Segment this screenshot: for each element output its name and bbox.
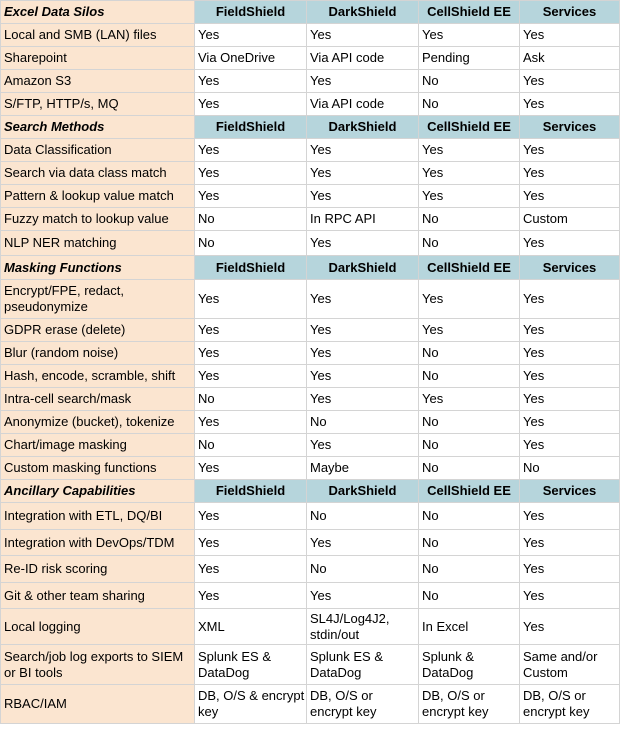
row-label: GDPR erase (delete) bbox=[1, 319, 195, 342]
table-row bbox=[1, 645, 620, 685]
table-cell: In Excel bbox=[419, 609, 520, 645]
table-cell: Yes bbox=[520, 24, 620, 47]
section-title-ancillary-capabilities: Ancillary Capabilities bbox=[1, 480, 195, 503]
table-row bbox=[1, 365, 620, 388]
table-cell: Yes bbox=[195, 162, 307, 185]
table-cell: Splunk & DataDog bbox=[419, 645, 520, 685]
table-row bbox=[1, 24, 620, 47]
table-cell: Yes bbox=[419, 185, 520, 208]
table-row bbox=[1, 70, 620, 93]
table-cell: XML bbox=[195, 609, 307, 645]
table-row bbox=[1, 530, 620, 556]
table-cell: No bbox=[419, 503, 520, 530]
table-cell: Yes bbox=[307, 365, 419, 388]
table-cell: Same and/or Custom bbox=[520, 645, 620, 685]
column-header: FieldShield bbox=[195, 256, 307, 280]
table-cell: Yes bbox=[520, 609, 620, 645]
table-cell: No bbox=[195, 208, 307, 231]
table-cell: Yes bbox=[520, 162, 620, 185]
table-row bbox=[1, 139, 620, 162]
row-label: Fuzzy match to lookup value bbox=[1, 208, 195, 231]
column-header: Services bbox=[520, 1, 620, 24]
table-cell: Yes bbox=[520, 556, 620, 583]
table-cell: DB, O/S & encrypt key bbox=[195, 685, 307, 724]
table-cell: Yes bbox=[307, 70, 419, 93]
table-row bbox=[1, 162, 620, 185]
table-row bbox=[1, 503, 620, 530]
table-cell: No bbox=[307, 411, 419, 434]
section-header-row bbox=[1, 256, 620, 280]
table-cell: Yes bbox=[195, 24, 307, 47]
row-label: Sharepoint bbox=[1, 47, 195, 70]
table-cell: Yes bbox=[520, 530, 620, 556]
table-cell: No bbox=[419, 583, 520, 609]
table-cell: No bbox=[419, 70, 520, 93]
row-label: Amazon S3 bbox=[1, 70, 195, 93]
row-label: Blur (random noise) bbox=[1, 342, 195, 365]
comparison-table-body bbox=[1, 1, 620, 724]
table-cell: No bbox=[195, 434, 307, 457]
table-cell: No bbox=[520, 457, 620, 480]
column-header: Services bbox=[520, 116, 620, 139]
table-cell: Yes bbox=[195, 93, 307, 116]
table-row bbox=[1, 47, 620, 70]
table-cell: Yes bbox=[195, 411, 307, 434]
table-cell: Yes bbox=[419, 280, 520, 319]
section-header-row bbox=[1, 116, 620, 139]
table-cell: Via API code bbox=[307, 47, 419, 70]
row-label: Data Classification bbox=[1, 139, 195, 162]
table-cell: No bbox=[419, 342, 520, 365]
table-cell: Yes bbox=[195, 70, 307, 93]
table-cell: No bbox=[419, 530, 520, 556]
row-label: RBAC/IAM bbox=[1, 685, 195, 724]
row-label: NLP NER matching bbox=[1, 231, 195, 256]
table-row bbox=[1, 280, 620, 319]
table-row bbox=[1, 342, 620, 365]
table-cell: Yes bbox=[307, 162, 419, 185]
row-label: Intra-cell search/mask bbox=[1, 388, 195, 411]
table-cell: Yes bbox=[307, 583, 419, 609]
table-cell: Ask bbox=[520, 47, 620, 70]
row-label: Encrypt/FPE, redact, pseudonymize bbox=[1, 280, 195, 319]
table-cell: Maybe bbox=[307, 457, 419, 480]
table-cell: SL4J/Log4J2, stdin/out bbox=[307, 609, 419, 645]
table-cell: Yes bbox=[195, 365, 307, 388]
table-cell: No bbox=[195, 388, 307, 411]
column-header: FieldShield bbox=[195, 480, 307, 503]
section-title-excel-data-silos: Excel Data Silos bbox=[1, 1, 195, 24]
table-cell: Yes bbox=[419, 139, 520, 162]
table-cell: Yes bbox=[419, 319, 520, 342]
table-cell: Yes bbox=[307, 388, 419, 411]
column-header: FieldShield bbox=[195, 116, 307, 139]
table-cell: No bbox=[419, 457, 520, 480]
table-cell: Yes bbox=[195, 185, 307, 208]
table-cell: Yes bbox=[419, 388, 520, 411]
table-row bbox=[1, 434, 620, 457]
column-header: DarkShield bbox=[307, 1, 419, 24]
column-header: CellShield EE bbox=[419, 256, 520, 280]
table-cell: Yes bbox=[195, 280, 307, 319]
section-header-row bbox=[1, 1, 620, 24]
table-row bbox=[1, 231, 620, 256]
table-row bbox=[1, 388, 620, 411]
table-row bbox=[1, 556, 620, 583]
column-header: CellShield EE bbox=[419, 1, 520, 24]
table-cell: Yes bbox=[195, 503, 307, 530]
table-cell: No bbox=[419, 208, 520, 231]
column-header: Services bbox=[520, 480, 620, 503]
table-cell: DB, O/S or encrypt key bbox=[419, 685, 520, 724]
table-row bbox=[1, 457, 620, 480]
row-label: Chart/image masking bbox=[1, 434, 195, 457]
table-cell: Yes bbox=[520, 365, 620, 388]
table-cell: Yes bbox=[195, 457, 307, 480]
table-cell: Yes bbox=[195, 319, 307, 342]
column-header: FieldShield bbox=[195, 1, 307, 24]
column-header: Services bbox=[520, 256, 620, 280]
row-label: S/FTP, HTTP/s, MQ bbox=[1, 93, 195, 116]
table-cell: Yes bbox=[307, 24, 419, 47]
table-cell: Yes bbox=[520, 503, 620, 530]
table-cell: Yes bbox=[307, 342, 419, 365]
table-row bbox=[1, 93, 620, 116]
row-label: Anonymize (bucket), tokenize bbox=[1, 411, 195, 434]
table-cell: No bbox=[419, 93, 520, 116]
table-cell: Splunk ES & DataDog bbox=[195, 645, 307, 685]
table-row bbox=[1, 411, 620, 434]
table-cell: Yes bbox=[195, 556, 307, 583]
table-cell: Yes bbox=[520, 411, 620, 434]
column-header: CellShield EE bbox=[419, 116, 520, 139]
table-cell: No bbox=[195, 231, 307, 256]
table-cell: No bbox=[419, 231, 520, 256]
section-header-row bbox=[1, 480, 620, 503]
column-header: CellShield EE bbox=[419, 480, 520, 503]
table-cell: Yes bbox=[520, 342, 620, 365]
table-cell: Custom bbox=[520, 208, 620, 231]
table-cell: Yes bbox=[520, 139, 620, 162]
table-cell: Yes bbox=[520, 388, 620, 411]
column-header: DarkShield bbox=[307, 480, 419, 503]
table-cell: No bbox=[419, 411, 520, 434]
row-label: Integration with DevOps/TDM bbox=[1, 530, 195, 556]
table-row bbox=[1, 685, 620, 724]
table-cell: Via OneDrive bbox=[195, 47, 307, 70]
table-cell: Yes bbox=[520, 185, 620, 208]
row-label: Git & other team sharing bbox=[1, 583, 195, 609]
table-cell: Yes bbox=[195, 342, 307, 365]
column-header: DarkShield bbox=[307, 256, 419, 280]
table-cell: Yes bbox=[307, 185, 419, 208]
table-cell: No bbox=[419, 556, 520, 583]
table-cell: Yes bbox=[307, 231, 419, 256]
table-cell: Yes bbox=[419, 24, 520, 47]
table-cell: Yes bbox=[520, 583, 620, 609]
table-cell: Yes bbox=[307, 280, 419, 319]
column-header: DarkShield bbox=[307, 116, 419, 139]
row-label: Pattern & lookup value match bbox=[1, 185, 195, 208]
table-cell: Yes bbox=[195, 583, 307, 609]
table-cell: In RPC API bbox=[307, 208, 419, 231]
row-label: Hash, encode, scramble, shift bbox=[1, 365, 195, 388]
table-cell: No bbox=[419, 434, 520, 457]
table-cell: Yes bbox=[195, 530, 307, 556]
table-cell: Yes bbox=[520, 434, 620, 457]
table-row bbox=[1, 185, 620, 208]
table-cell: DB, O/S or encrypt key bbox=[307, 685, 419, 724]
table-cell: Yes bbox=[307, 139, 419, 162]
table-cell: Yes bbox=[307, 530, 419, 556]
table-row bbox=[1, 583, 620, 609]
table-cell: No bbox=[307, 503, 419, 530]
row-label: Local and SMB (LAN) files bbox=[1, 24, 195, 47]
table-cell: Yes bbox=[520, 319, 620, 342]
row-label: Search via data class match bbox=[1, 162, 195, 185]
table-cell: No bbox=[419, 365, 520, 388]
section-title-search-methods: Search Methods bbox=[1, 116, 195, 139]
table-cell: Yes bbox=[307, 434, 419, 457]
table-cell: Yes bbox=[520, 231, 620, 256]
table-cell: Yes bbox=[307, 319, 419, 342]
row-label: Search/job log exports to SIEM or BI tools bbox=[1, 645, 195, 685]
table-cell: Yes bbox=[419, 162, 520, 185]
table-cell: Yes bbox=[520, 280, 620, 319]
row-label: Re-ID risk scoring bbox=[1, 556, 195, 583]
row-label: Local logging bbox=[1, 609, 195, 645]
table-row bbox=[1, 609, 620, 645]
row-label: Integration with ETL, DQ/BI bbox=[1, 503, 195, 530]
section-title-masking-functions: Masking Functions bbox=[1, 256, 195, 280]
table-cell: Yes bbox=[520, 70, 620, 93]
row-label: Custom masking functions bbox=[1, 457, 195, 480]
table-cell: Via API code bbox=[307, 93, 419, 116]
table-cell: Splunk ES & DataDog bbox=[307, 645, 419, 685]
table-cell: Yes bbox=[520, 93, 620, 116]
table-cell: Pending bbox=[419, 47, 520, 70]
table-row bbox=[1, 319, 620, 342]
table-row bbox=[1, 208, 620, 231]
table-cell: No bbox=[307, 556, 419, 583]
table-cell: DB, O/S or encrypt key bbox=[520, 685, 620, 724]
table-cell: Yes bbox=[195, 139, 307, 162]
